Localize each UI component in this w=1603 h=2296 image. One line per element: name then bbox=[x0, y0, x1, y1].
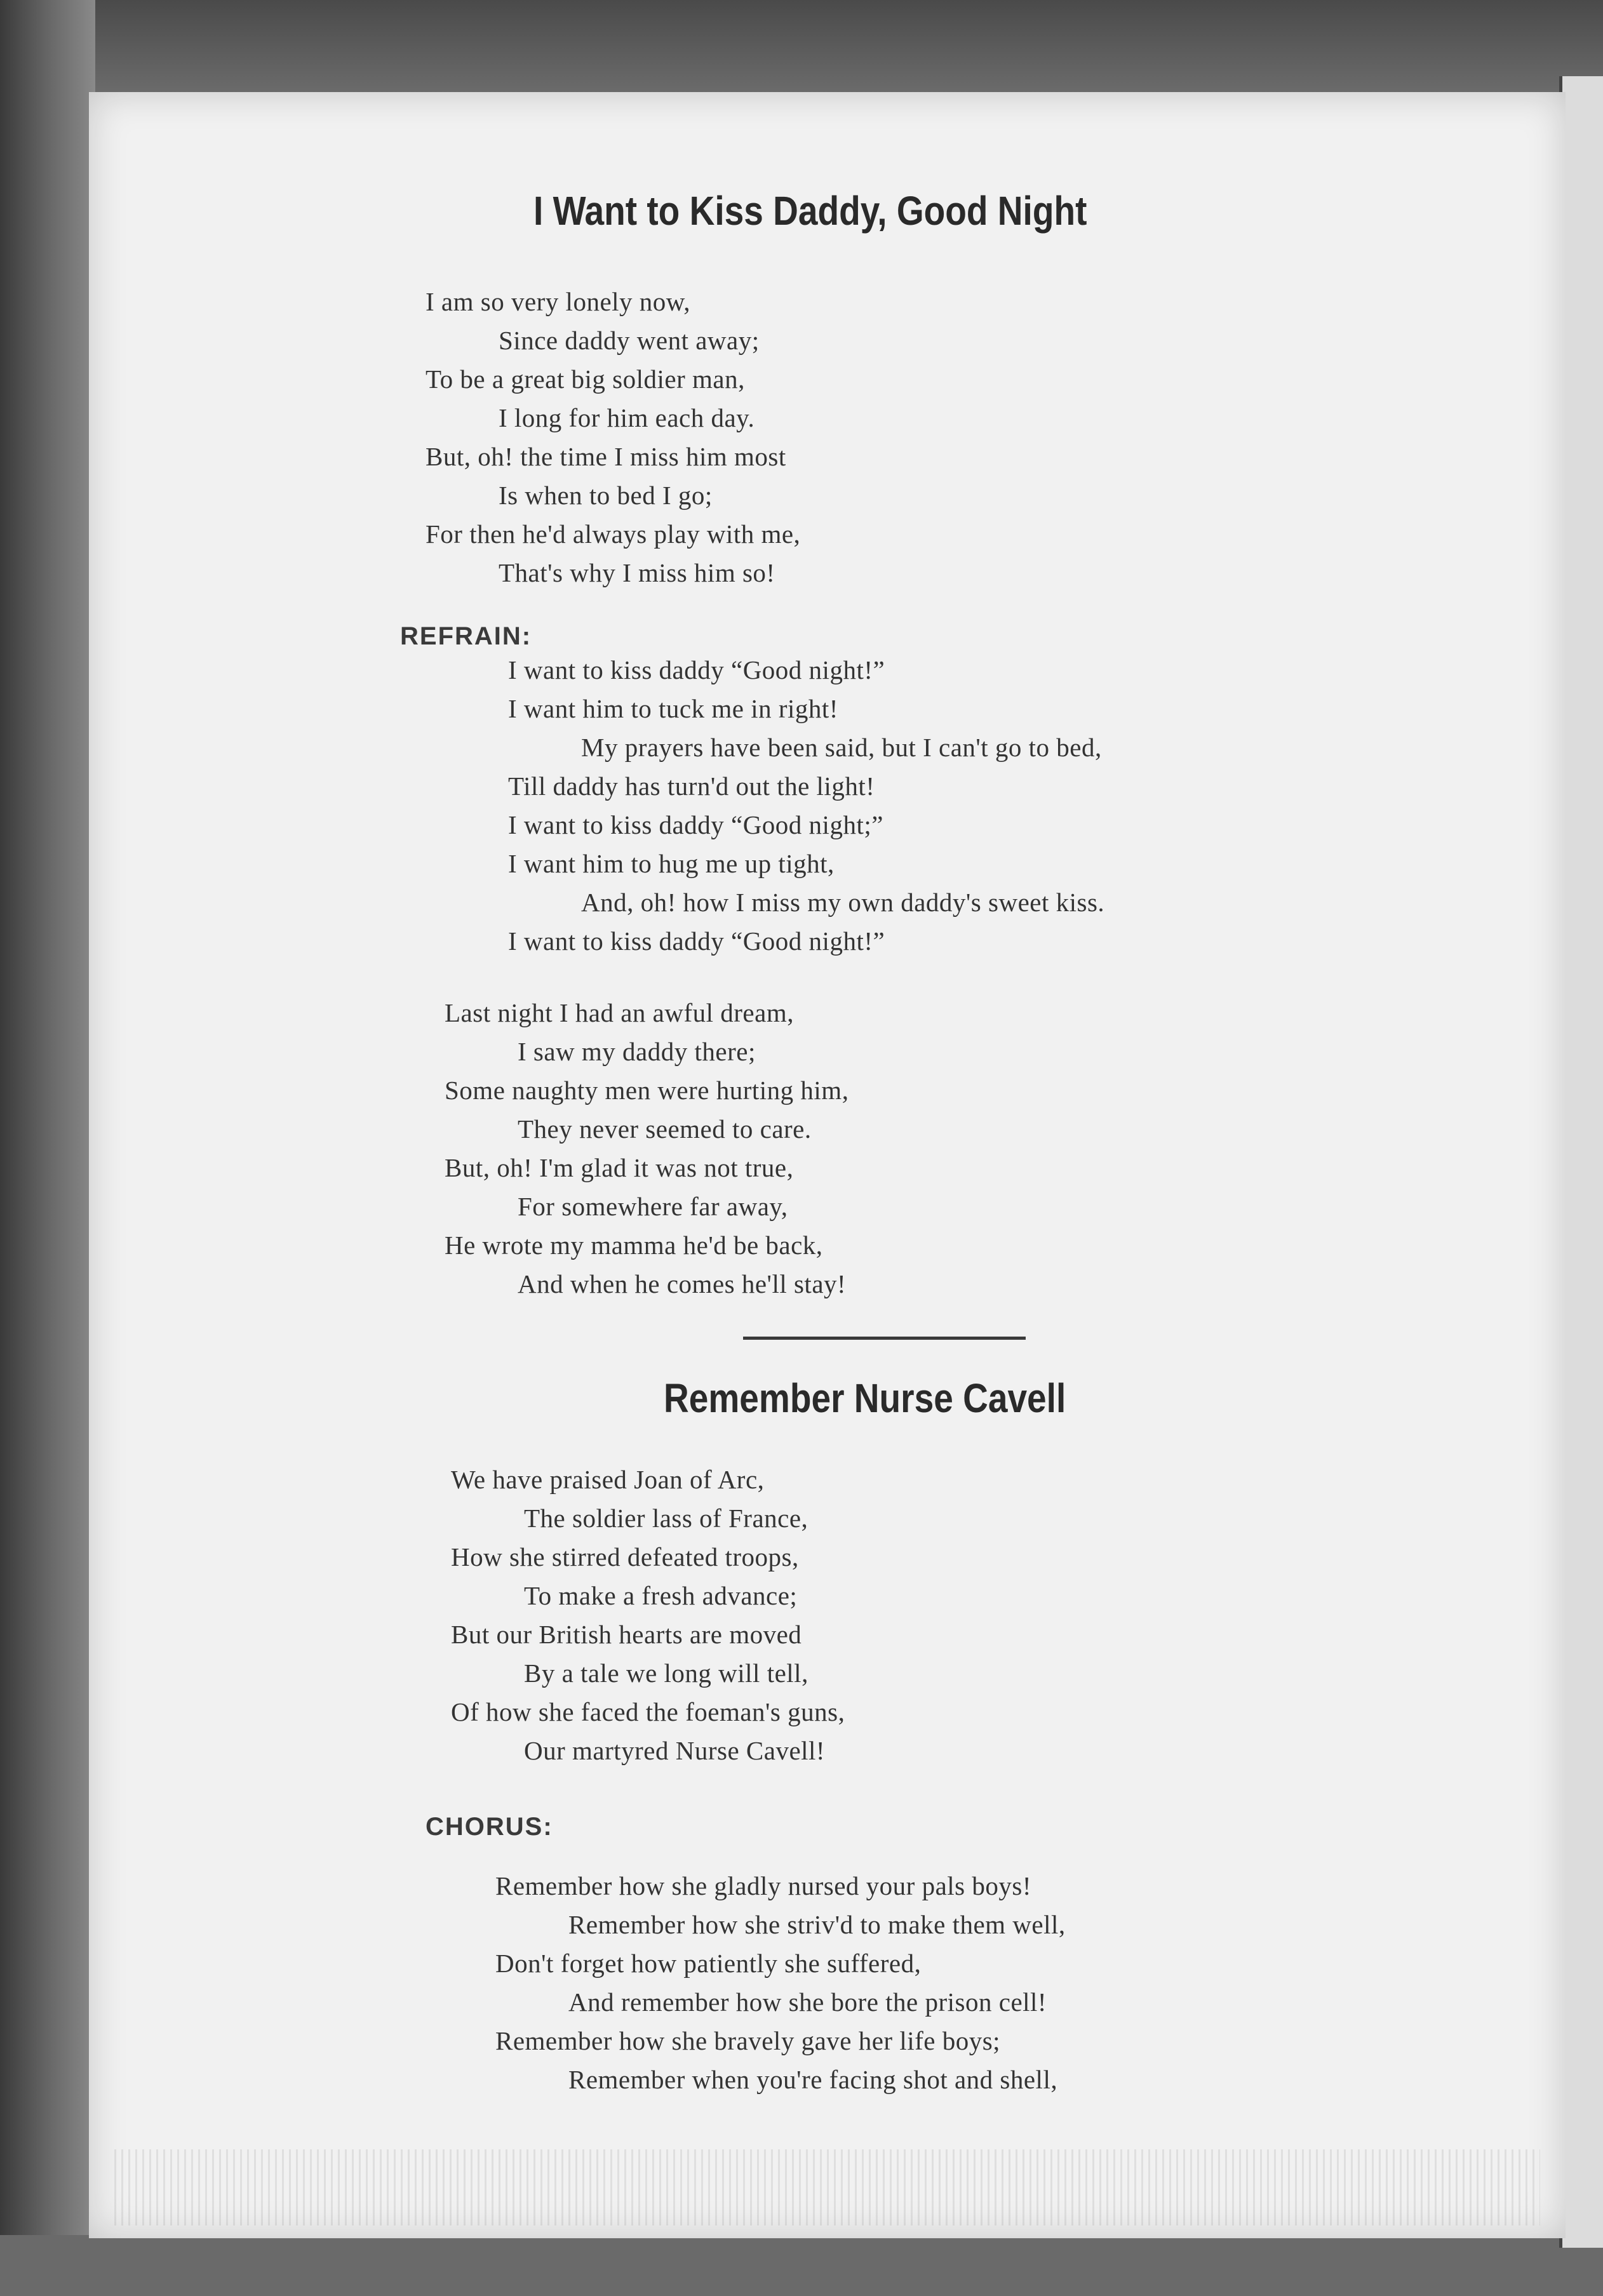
song1-title: I Want to Kiss Daddy, Good Night bbox=[533, 188, 1087, 234]
song2-verse1 bbox=[451, 1460, 845, 1770]
lyric-line: I want to kiss daddy “Good night!” bbox=[508, 926, 885, 956]
song2-chorus bbox=[495, 1867, 1066, 2099]
lyric-line: Remember how she gladly nursed your pals boys! bbox=[495, 1871, 1031, 1900]
lyric-line: I want him to hug me up tight, bbox=[508, 849, 835, 878]
scan-background-left bbox=[0, 0, 95, 2296]
song1-refrain bbox=[508, 651, 1104, 961]
lyric-line: Is when to bed I go; bbox=[499, 481, 713, 510]
lyric-line: Since daddy went away; bbox=[499, 326, 760, 355]
lyric-line: To be a great big soldier man, bbox=[426, 364, 745, 394]
lyric-line: Of how she faced the foeman's guns, bbox=[451, 1697, 845, 1726]
lyric-line: I want him to tuck me in right! bbox=[508, 694, 838, 723]
song2-title: Remember Nurse Cavell bbox=[664, 1375, 1066, 1421]
lyric-line: We have praised Joan of Arc, bbox=[451, 1465, 765, 1494]
lyric-line: Remember how she bravely gave her life boys; bbox=[495, 2026, 1001, 2055]
lyric-line: The soldier lass of France, bbox=[524, 1504, 808, 1533]
lyric-line: They never seemed to care. bbox=[518, 1114, 812, 1144]
lyric-line: He wrote my mamma he'd be back, bbox=[445, 1231, 823, 1260]
song-sheet-page bbox=[89, 92, 1566, 2238]
lyric-line: My prayers have been said, but I can't go to bed, bbox=[581, 733, 1102, 762]
adjacent-page-edge bbox=[1559, 76, 1603, 2248]
lyric-line: But, oh! the time I miss him most bbox=[426, 442, 786, 471]
lyric-line: Till daddy has turn'd out the light! bbox=[508, 771, 875, 801]
lyric-line: For somewhere far away, bbox=[518, 1192, 788, 1221]
lyric-line: Our martyred Nurse Cavell! bbox=[524, 1736, 826, 1765]
lyric-line: Some naughty men were hurting him, bbox=[445, 1076, 849, 1105]
lyric-line: Last night I had an awful dream, bbox=[445, 998, 794, 1027]
lyric-line: And remember how she bore the prison cell! bbox=[568, 1987, 1047, 2017]
lyric-line: Remember how she striv'd to make them well, bbox=[568, 1910, 1066, 1939]
lyric-line: But, oh! I'm glad it was not true, bbox=[445, 1153, 794, 1182]
lyric-line: And, oh! how I miss my own daddy's sweet kiss. bbox=[581, 888, 1105, 917]
lyric-line: I want to kiss daddy “Good night!” bbox=[508, 655, 885, 684]
lyric-line: By a tale we long will tell, bbox=[524, 1659, 808, 1688]
lyric-line: I long for him each day. bbox=[499, 403, 755, 432]
lyric-line: That's why I miss him so! bbox=[499, 558, 775, 587]
lyric-line: I want to kiss daddy “Good night;” bbox=[508, 810, 883, 839]
scan-background-top bbox=[0, 0, 1603, 95]
song1-verse1 bbox=[426, 283, 800, 592]
lyric-line: How she stirred defeated troops, bbox=[451, 1542, 799, 1572]
paper-grain bbox=[114, 2149, 1540, 2226]
lyric-line: For then he'd always play with me, bbox=[426, 519, 801, 549]
song1-verse2 bbox=[445, 994, 848, 1304]
lyric-line: But our British hearts are moved bbox=[451, 1620, 802, 1649]
lyric-line: To make a fresh advance; bbox=[524, 1581, 798, 1610]
chorus-label: CHORUS: bbox=[426, 1813, 553, 1841]
section-divider bbox=[743, 1337, 1026, 1340]
lyric-line: I am so very lonely now, bbox=[426, 287, 690, 316]
lyric-line: I saw my daddy there; bbox=[518, 1037, 756, 1066]
lyric-line: Don't forget how patiently she suffered, bbox=[495, 1949, 922, 1978]
scan-background-bottom bbox=[0, 2235, 1603, 2296]
lyric-line: And when he comes he'll stay! bbox=[518, 1269, 847, 1298]
refrain-label: REFRAIN: bbox=[400, 622, 532, 650]
lyric-line: Remember when you're facing shot and shell, bbox=[568, 2065, 1058, 2094]
